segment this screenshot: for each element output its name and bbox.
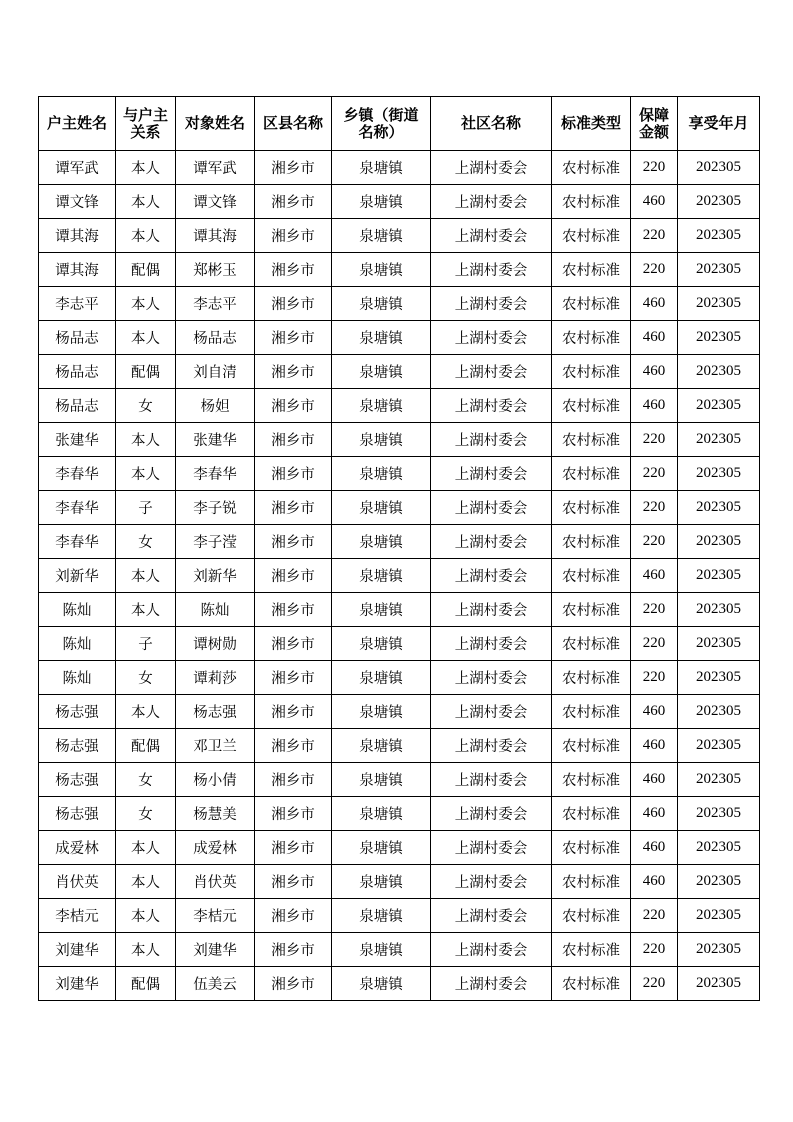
cell-county: 湘乡市	[255, 593, 332, 627]
cell-amount: 220	[631, 151, 678, 185]
cell-county: 湘乡市	[255, 661, 332, 695]
cell-recipient-name: 张建华	[176, 423, 255, 457]
cell-amount: 460	[631, 355, 678, 389]
cell-community: 上湖村委会	[431, 389, 552, 423]
cell-amount: 220	[631, 933, 678, 967]
cell-householder-name: 陈灿	[39, 627, 116, 661]
table-row	[39, 933, 760, 967]
cell-community: 上湖村委会	[431, 287, 552, 321]
cell-recipient-name: 谭莉莎	[176, 661, 255, 695]
cell-standard-type: 农村标准	[552, 865, 631, 899]
cell-householder-name: 谭其海	[39, 219, 116, 253]
table-row	[39, 729, 760, 763]
cell-householder-name: 陈灿	[39, 661, 116, 695]
cell-householder-name: 谭文锋	[39, 185, 116, 219]
cell-standard-type: 农村标准	[552, 389, 631, 423]
cell-county: 湘乡市	[255, 389, 332, 423]
cell-county: 湘乡市	[255, 151, 332, 185]
cell-period: 202305	[678, 491, 760, 525]
cell-amount: 460	[631, 831, 678, 865]
cell-period: 202305	[678, 627, 760, 661]
cell-community: 上湖村委会	[431, 865, 552, 899]
table-row	[39, 491, 760, 525]
cell-amount: 460	[631, 389, 678, 423]
col-header-community-line: 社区名称	[460, 114, 521, 132]
cell-recipient-name: 伍美云	[176, 967, 255, 1001]
cell-recipient-name: 刘新华	[176, 559, 255, 593]
cell-standard-type: 农村标准	[552, 831, 631, 865]
table-row	[39, 627, 760, 661]
cell-relation: 本人	[116, 219, 176, 253]
table-row	[39, 253, 760, 287]
cell-standard-type: 农村标准	[552, 423, 631, 457]
col-header-township-line: 乡镇（街道	[343, 105, 419, 124]
cell-community: 上湖村委会	[431, 967, 552, 1001]
cell-recipient-name: 刘建华	[176, 933, 255, 967]
cell-amount: 460	[631, 797, 678, 831]
table-row	[39, 151, 760, 185]
cell-standard-type: 农村标准	[552, 151, 631, 185]
table-row	[39, 831, 760, 865]
col-header-amount	[631, 97, 678, 151]
cell-householder-name: 杨志强	[39, 695, 116, 729]
cell-county: 湘乡市	[255, 627, 332, 661]
table-row	[39, 797, 760, 831]
header-row	[39, 97, 760, 151]
cell-period: 202305	[678, 321, 760, 355]
cell-township: 泉塘镇	[332, 389, 431, 423]
col-header-standard-type-line: 标准类型	[560, 114, 621, 132]
cell-amount: 220	[631, 899, 678, 933]
cell-standard-type: 农村标准	[552, 797, 631, 831]
cell-county: 湘乡市	[255, 933, 332, 967]
cell-recipient-name: 谭文锋	[176, 185, 255, 219]
subsidy-roster-table	[38, 96, 760, 1001]
cell-recipient-name: 谭其海	[176, 219, 255, 253]
cell-township: 泉塘镇	[332, 661, 431, 695]
cell-relation: 女	[116, 661, 176, 695]
cell-township: 泉塘镇	[332, 729, 431, 763]
cell-recipient-name: 邓卫兰	[176, 729, 255, 763]
cell-township: 泉塘镇	[332, 967, 431, 1001]
cell-standard-type: 农村标准	[552, 899, 631, 933]
cell-amount: 460	[631, 559, 678, 593]
cell-recipient-name: 李志平	[176, 287, 255, 321]
cell-standard-type: 农村标准	[552, 457, 631, 491]
cell-township: 泉塘镇	[332, 933, 431, 967]
cell-township: 泉塘镇	[332, 219, 431, 253]
cell-township: 泉塘镇	[332, 559, 431, 593]
cell-relation: 女	[116, 389, 176, 423]
table-row	[39, 763, 760, 797]
cell-community: 上湖村委会	[431, 355, 552, 389]
table-row	[39, 423, 760, 457]
cell-community: 上湖村委会	[431, 797, 552, 831]
col-header-county-line: 区县名称	[262, 114, 323, 132]
col-header-relation-line: 与户主	[122, 105, 168, 124]
cell-householder-name: 肖伏英	[39, 865, 116, 899]
cell-relation: 配偶	[116, 729, 176, 763]
cell-township: 泉塘镇	[332, 899, 431, 933]
cell-standard-type: 农村标准	[552, 627, 631, 661]
cell-period: 202305	[678, 219, 760, 253]
cell-community: 上湖村委会	[431, 525, 552, 559]
cell-amount: 220	[631, 219, 678, 253]
cell-relation: 本人	[116, 321, 176, 355]
cell-householder-name: 刘建华	[39, 933, 116, 967]
table-row	[39, 695, 760, 729]
cell-county: 湘乡市	[255, 865, 332, 899]
cell-county: 湘乡市	[255, 321, 332, 355]
cell-county: 湘乡市	[255, 287, 332, 321]
cell-householder-name: 杨志强	[39, 797, 116, 831]
col-header-period	[678, 97, 760, 151]
cell-recipient-name: 李子锐	[176, 491, 255, 525]
cell-community: 上湖村委会	[431, 457, 552, 491]
cell-relation: 子	[116, 491, 176, 525]
cell-township: 泉塘镇	[332, 763, 431, 797]
cell-county: 湘乡市	[255, 185, 332, 219]
cell-householder-name: 谭军武	[39, 151, 116, 185]
cell-period: 202305	[678, 457, 760, 491]
cell-relation: 本人	[116, 423, 176, 457]
cell-standard-type: 农村标准	[552, 593, 631, 627]
table-row	[39, 355, 760, 389]
cell-standard-type: 农村标准	[552, 253, 631, 287]
cell-period: 202305	[678, 593, 760, 627]
cell-relation: 本人	[116, 695, 176, 729]
table-row	[39, 321, 760, 355]
cell-township: 泉塘镇	[332, 287, 431, 321]
cell-county: 湘乡市	[255, 253, 332, 287]
cell-recipient-name: 谭军武	[176, 151, 255, 185]
cell-county: 湘乡市	[255, 423, 332, 457]
cell-householder-name: 杨品志	[39, 321, 116, 355]
cell-community: 上湖村委会	[431, 661, 552, 695]
cell-county: 湘乡市	[255, 219, 332, 253]
cell-period: 202305	[678, 967, 760, 1001]
cell-relation: 本人	[116, 899, 176, 933]
table-row	[39, 661, 760, 695]
cell-householder-name: 刘建华	[39, 967, 116, 1001]
col-header-period-line: 享受年月	[688, 114, 749, 132]
cell-county: 湘乡市	[255, 457, 332, 491]
cell-relation: 本人	[116, 559, 176, 593]
cell-period: 202305	[678, 185, 760, 219]
cell-period: 202305	[678, 763, 760, 797]
cell-recipient-name: 郑彬玉	[176, 253, 255, 287]
cell-householder-name: 杨志强	[39, 729, 116, 763]
cell-recipient-name: 杨志强	[176, 695, 255, 729]
table-row	[39, 967, 760, 1001]
cell-householder-name: 李春华	[39, 525, 116, 559]
cell-community: 上湖村委会	[431, 763, 552, 797]
cell-township: 泉塘镇	[332, 355, 431, 389]
cell-period: 202305	[678, 423, 760, 457]
cell-community: 上湖村委会	[431, 695, 552, 729]
cell-amount: 460	[631, 695, 678, 729]
cell-community: 上湖村委会	[431, 593, 552, 627]
cell-householder-name: 李春华	[39, 457, 116, 491]
col-header-recipient-name-line: 对象姓名	[184, 114, 245, 132]
table-row	[39, 559, 760, 593]
cell-relation: 本人	[116, 287, 176, 321]
col-header-householder-name-line: 户主姓名	[46, 114, 107, 132]
cell-period: 202305	[678, 525, 760, 559]
cell-community: 上湖村委会	[431, 321, 552, 355]
cell-township: 泉塘镇	[332, 321, 431, 355]
col-header-relation	[116, 97, 176, 151]
cell-relation: 子	[116, 627, 176, 661]
cell-amount: 220	[631, 593, 678, 627]
cell-recipient-name: 杨慧美	[176, 797, 255, 831]
cell-amount: 220	[631, 457, 678, 491]
cell-period: 202305	[678, 151, 760, 185]
cell-relation: 本人	[116, 865, 176, 899]
cell-relation: 本人	[116, 185, 176, 219]
cell-standard-type: 农村标准	[552, 321, 631, 355]
cell-county: 湘乡市	[255, 797, 332, 831]
cell-township: 泉塘镇	[332, 627, 431, 661]
cell-standard-type: 农村标准	[552, 763, 631, 797]
col-header-standard-type	[552, 97, 631, 151]
cell-recipient-name: 杨品志	[176, 321, 255, 355]
cell-period: 202305	[678, 899, 760, 933]
table-row	[39, 593, 760, 627]
cell-community: 上湖村委会	[431, 185, 552, 219]
cell-period: 202305	[678, 933, 760, 967]
col-header-amount-line: 保障	[638, 105, 669, 124]
cell-standard-type: 农村标准	[552, 967, 631, 1001]
table-row	[39, 185, 760, 219]
cell-recipient-name: 杨妲	[176, 389, 255, 423]
table-body	[39, 151, 760, 1001]
cell-relation: 女	[116, 797, 176, 831]
cell-community: 上湖村委会	[431, 219, 552, 253]
table-row	[39, 389, 760, 423]
cell-period: 202305	[678, 559, 760, 593]
cell-community: 上湖村委会	[431, 423, 552, 457]
cell-householder-name: 李春华	[39, 491, 116, 525]
cell-recipient-name: 成爱林	[176, 831, 255, 865]
cell-householder-name: 李志平	[39, 287, 116, 321]
cell-recipient-name: 李春华	[176, 457, 255, 491]
cell-township: 泉塘镇	[332, 491, 431, 525]
cell-relation: 配偶	[116, 355, 176, 389]
cell-period: 202305	[678, 729, 760, 763]
cell-amount: 220	[631, 253, 678, 287]
table-row	[39, 287, 760, 321]
cell-amount: 220	[631, 627, 678, 661]
cell-householder-name: 张建华	[39, 423, 116, 457]
cell-standard-type: 农村标准	[552, 287, 631, 321]
cell-recipient-name: 杨小倩	[176, 763, 255, 797]
cell-recipient-name: 谭树勋	[176, 627, 255, 661]
cell-amount: 460	[631, 763, 678, 797]
cell-standard-type: 农村标准	[552, 933, 631, 967]
cell-period: 202305	[678, 287, 760, 321]
cell-relation: 本人	[116, 831, 176, 865]
col-header-relation-line: 关系	[130, 122, 161, 141]
cell-community: 上湖村委会	[431, 491, 552, 525]
cell-township: 泉塘镇	[332, 423, 431, 457]
cell-standard-type: 农村标准	[552, 355, 631, 389]
cell-amount: 460	[631, 865, 678, 899]
cell-recipient-name: 肖伏英	[176, 865, 255, 899]
cell-township: 泉塘镇	[332, 457, 431, 491]
cell-amount: 220	[631, 491, 678, 525]
cell-amount: 220	[631, 661, 678, 695]
cell-period: 202305	[678, 797, 760, 831]
cell-township: 泉塘镇	[332, 525, 431, 559]
cell-standard-type: 农村标准	[552, 219, 631, 253]
cell-standard-type: 农村标准	[552, 695, 631, 729]
cell-county: 湘乡市	[255, 559, 332, 593]
cell-relation: 本人	[116, 151, 176, 185]
cell-relation: 本人	[116, 933, 176, 967]
cell-township: 泉塘镇	[332, 253, 431, 287]
col-header-community	[431, 97, 552, 151]
cell-standard-type: 农村标准	[552, 729, 631, 763]
cell-householder-name: 成爱林	[39, 831, 116, 865]
cell-township: 泉塘镇	[332, 593, 431, 627]
table-row	[39, 899, 760, 933]
cell-county: 湘乡市	[255, 491, 332, 525]
cell-standard-type: 农村标准	[552, 559, 631, 593]
cell-community: 上湖村委会	[431, 627, 552, 661]
cell-standard-type: 农村标准	[552, 185, 631, 219]
cell-householder-name: 陈灿	[39, 593, 116, 627]
cell-township: 泉塘镇	[332, 185, 431, 219]
cell-amount: 460	[631, 729, 678, 763]
cell-standard-type: 农村标准	[552, 525, 631, 559]
cell-county: 湘乡市	[255, 695, 332, 729]
cell-community: 上湖村委会	[431, 559, 552, 593]
cell-county: 湘乡市	[255, 967, 332, 1001]
cell-community: 上湖村委会	[431, 899, 552, 933]
cell-householder-name: 杨志强	[39, 763, 116, 797]
cell-relation: 配偶	[116, 967, 176, 1001]
cell-relation: 本人	[116, 593, 176, 627]
cell-recipient-name: 李桔元	[176, 899, 255, 933]
cell-householder-name: 刘新华	[39, 559, 116, 593]
cell-householder-name: 谭其海	[39, 253, 116, 287]
col-header-amount-line: 金额	[638, 122, 669, 141]
cell-period: 202305	[678, 661, 760, 695]
cell-period: 202305	[678, 389, 760, 423]
col-header-householder-name	[39, 97, 116, 151]
col-header-township	[332, 97, 431, 151]
col-header-township-line: 名称）	[358, 122, 404, 141]
cell-community: 上湖村委会	[431, 831, 552, 865]
cell-county: 湘乡市	[255, 899, 332, 933]
cell-period: 202305	[678, 253, 760, 287]
cell-township: 泉塘镇	[332, 797, 431, 831]
cell-amount: 460	[631, 287, 678, 321]
cell-county: 湘乡市	[255, 525, 332, 559]
cell-community: 上湖村委会	[431, 729, 552, 763]
cell-period: 202305	[678, 355, 760, 389]
cell-township: 泉塘镇	[332, 151, 431, 185]
cell-amount: 220	[631, 423, 678, 457]
cell-standard-type: 农村标准	[552, 661, 631, 695]
cell-community: 上湖村委会	[431, 151, 552, 185]
cell-township: 泉塘镇	[332, 831, 431, 865]
cell-recipient-name: 刘自清	[176, 355, 255, 389]
cell-householder-name: 杨品志	[39, 389, 116, 423]
cell-community: 上湖村委会	[431, 253, 552, 287]
cell-standard-type: 农村标准	[552, 491, 631, 525]
cell-county: 湘乡市	[255, 763, 332, 797]
cell-period: 202305	[678, 865, 760, 899]
col-header-recipient-name	[176, 97, 255, 151]
cell-householder-name: 杨品志	[39, 355, 116, 389]
cell-relation: 女	[116, 763, 176, 797]
cell-amount: 220	[631, 967, 678, 1001]
cell-county: 湘乡市	[255, 355, 332, 389]
cell-county: 湘乡市	[255, 831, 332, 865]
cell-township: 泉塘镇	[332, 865, 431, 899]
cell-county: 湘乡市	[255, 729, 332, 763]
table-row	[39, 219, 760, 253]
table-row	[39, 865, 760, 899]
cell-recipient-name: 李子滢	[176, 525, 255, 559]
table-row	[39, 457, 760, 491]
cell-period: 202305	[678, 695, 760, 729]
cell-township: 泉塘镇	[332, 695, 431, 729]
cell-community: 上湖村委会	[431, 933, 552, 967]
table-row	[39, 525, 760, 559]
cell-householder-name: 李桔元	[39, 899, 116, 933]
col-header-county	[255, 97, 332, 151]
cell-amount: 220	[631, 525, 678, 559]
cell-relation: 女	[116, 525, 176, 559]
table-header	[39, 97, 760, 151]
cell-amount: 460	[631, 321, 678, 355]
cell-period: 202305	[678, 831, 760, 865]
cell-relation: 本人	[116, 457, 176, 491]
cell-relation: 配偶	[116, 253, 176, 287]
cell-recipient-name: 陈灿	[176, 593, 255, 627]
cell-amount: 460	[631, 185, 678, 219]
